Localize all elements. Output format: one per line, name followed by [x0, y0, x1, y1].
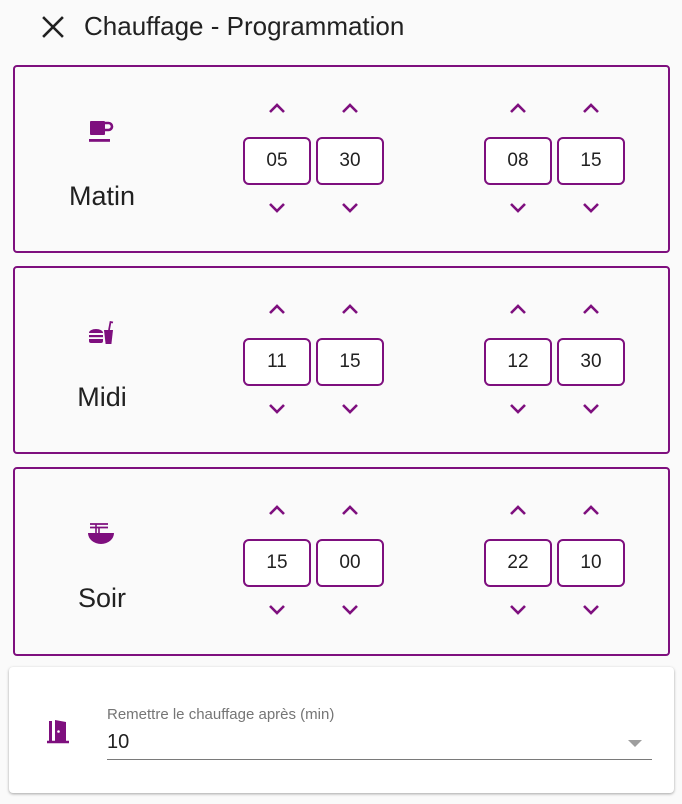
- slot-label: Soir: [77, 583, 126, 613]
- end-hour-spinner: [484, 93, 552, 233]
- chevron-down-icon: [340, 603, 360, 617]
- start-minute-field[interactable]: 30: [316, 137, 384, 185]
- decrement-button[interactable]: [574, 595, 608, 625]
- ramen-bowl-icon: [83, 516, 119, 552]
- end-hour-field[interactable]: 08: [484, 137, 552, 185]
- slot-label: Midi: [77, 382, 127, 412]
- fastfood-icon: [83, 315, 119, 351]
- increment-button[interactable]: [260, 495, 294, 525]
- end-minute-field[interactable]: 30: [557, 338, 625, 386]
- slot-card-soir: [13, 467, 670, 656]
- start-minute-spinner: [316, 495, 384, 635]
- chevron-up-icon: [267, 302, 287, 316]
- increment-button[interactable]: [501, 294, 535, 324]
- increment-button[interactable]: [333, 495, 367, 525]
- chevron-up-icon: [267, 503, 287, 517]
- start-hour-field[interactable]: 11: [243, 338, 311, 386]
- start-hour-spinner: [243, 294, 311, 434]
- decrement-button[interactable]: [501, 394, 535, 424]
- end-minute-field[interactable]: 10: [557, 539, 625, 587]
- chevron-up-icon: [340, 302, 360, 316]
- restore-delay-select[interactable]: [107, 701, 652, 761]
- chevron-down-icon: [267, 402, 287, 416]
- decrement-button[interactable]: [574, 394, 608, 424]
- increment-button[interactable]: [574, 495, 608, 525]
- chevron-up-icon: [581, 503, 601, 517]
- close-icon: [41, 15, 65, 39]
- decrement-button[interactable]: [574, 193, 608, 223]
- end-hour-spinner: [484, 495, 552, 635]
- increment-button[interactable]: [333, 294, 367, 324]
- chevron-down-icon: [581, 402, 601, 416]
- decrement-button[interactable]: [260, 193, 294, 223]
- increment-button[interactable]: [260, 294, 294, 324]
- chevron-up-icon: [581, 302, 601, 316]
- chevron-down-icon: [267, 201, 287, 215]
- door-icon: [43, 716, 73, 746]
- chevron-down-icon: [340, 402, 360, 416]
- chevron-down-icon: [508, 402, 528, 416]
- decrement-button[interactable]: [333, 193, 367, 223]
- end-hour-spinner: [484, 294, 552, 434]
- end-minute-spinner: [557, 93, 625, 233]
- start-minute-field[interactable]: 00: [316, 539, 384, 587]
- chevron-up-icon: [581, 101, 601, 115]
- increment-button[interactable]: [574, 93, 608, 123]
- restore-delay-value: 10: [107, 731, 130, 753]
- increment-button[interactable]: [333, 93, 367, 123]
- start-hour-spinner: [243, 495, 311, 635]
- chevron-up-icon: [508, 302, 528, 316]
- decrement-button[interactable]: [501, 595, 535, 625]
- decrement-button[interactable]: [333, 595, 367, 625]
- increment-button[interactable]: [501, 93, 535, 123]
- end-minute-spinner: [557, 294, 625, 434]
- chevron-up-icon: [508, 503, 528, 517]
- decrement-button[interactable]: [333, 394, 367, 424]
- slot-label: Matin: [68, 181, 136, 211]
- chevron-down-icon: [581, 603, 601, 617]
- chevron-down-icon: [508, 603, 528, 617]
- start-hour-field[interactable]: 15: [243, 539, 311, 587]
- start-minute-field[interactable]: 15: [316, 338, 384, 386]
- slot-card-matin: [13, 65, 670, 253]
- end-minute-spinner: [557, 495, 625, 635]
- chevron-down-icon: [581, 201, 601, 215]
- coffee-cup-icon: [83, 114, 119, 150]
- restore-delay-card: [9, 667, 674, 793]
- decrement-button[interactable]: [260, 595, 294, 625]
- chevron-down-icon: [267, 603, 287, 617]
- start-hour-field[interactable]: 05: [243, 137, 311, 185]
- end-hour-field[interactable]: 12: [484, 338, 552, 386]
- increment-button[interactable]: [260, 93, 294, 123]
- chevron-up-icon: [267, 101, 287, 115]
- slot-card-midi: [13, 266, 670, 454]
- close-button[interactable]: [38, 12, 68, 42]
- header: [0, 0, 682, 56]
- chevron-up-icon: [508, 101, 528, 115]
- increment-button[interactable]: [501, 495, 535, 525]
- chevron-up-icon: [340, 503, 360, 517]
- page-title: Chauffage - Programmation: [84, 11, 405, 41]
- restore-delay-label: Remettre le chauffage après (min): [107, 706, 335, 723]
- increment-button[interactable]: [574, 294, 608, 324]
- start-hour-spinner: [243, 93, 311, 233]
- decrement-button[interactable]: [501, 193, 535, 223]
- end-hour-field[interactable]: 22: [484, 539, 552, 587]
- chevron-down-icon: [340, 201, 360, 215]
- start-minute-spinner: [316, 294, 384, 434]
- decrement-button[interactable]: [260, 394, 294, 424]
- chevron-down-icon: [508, 201, 528, 215]
- chevron-up-icon: [340, 101, 360, 115]
- start-minute-spinner: [316, 93, 384, 233]
- end-minute-field[interactable]: 15: [557, 137, 625, 185]
